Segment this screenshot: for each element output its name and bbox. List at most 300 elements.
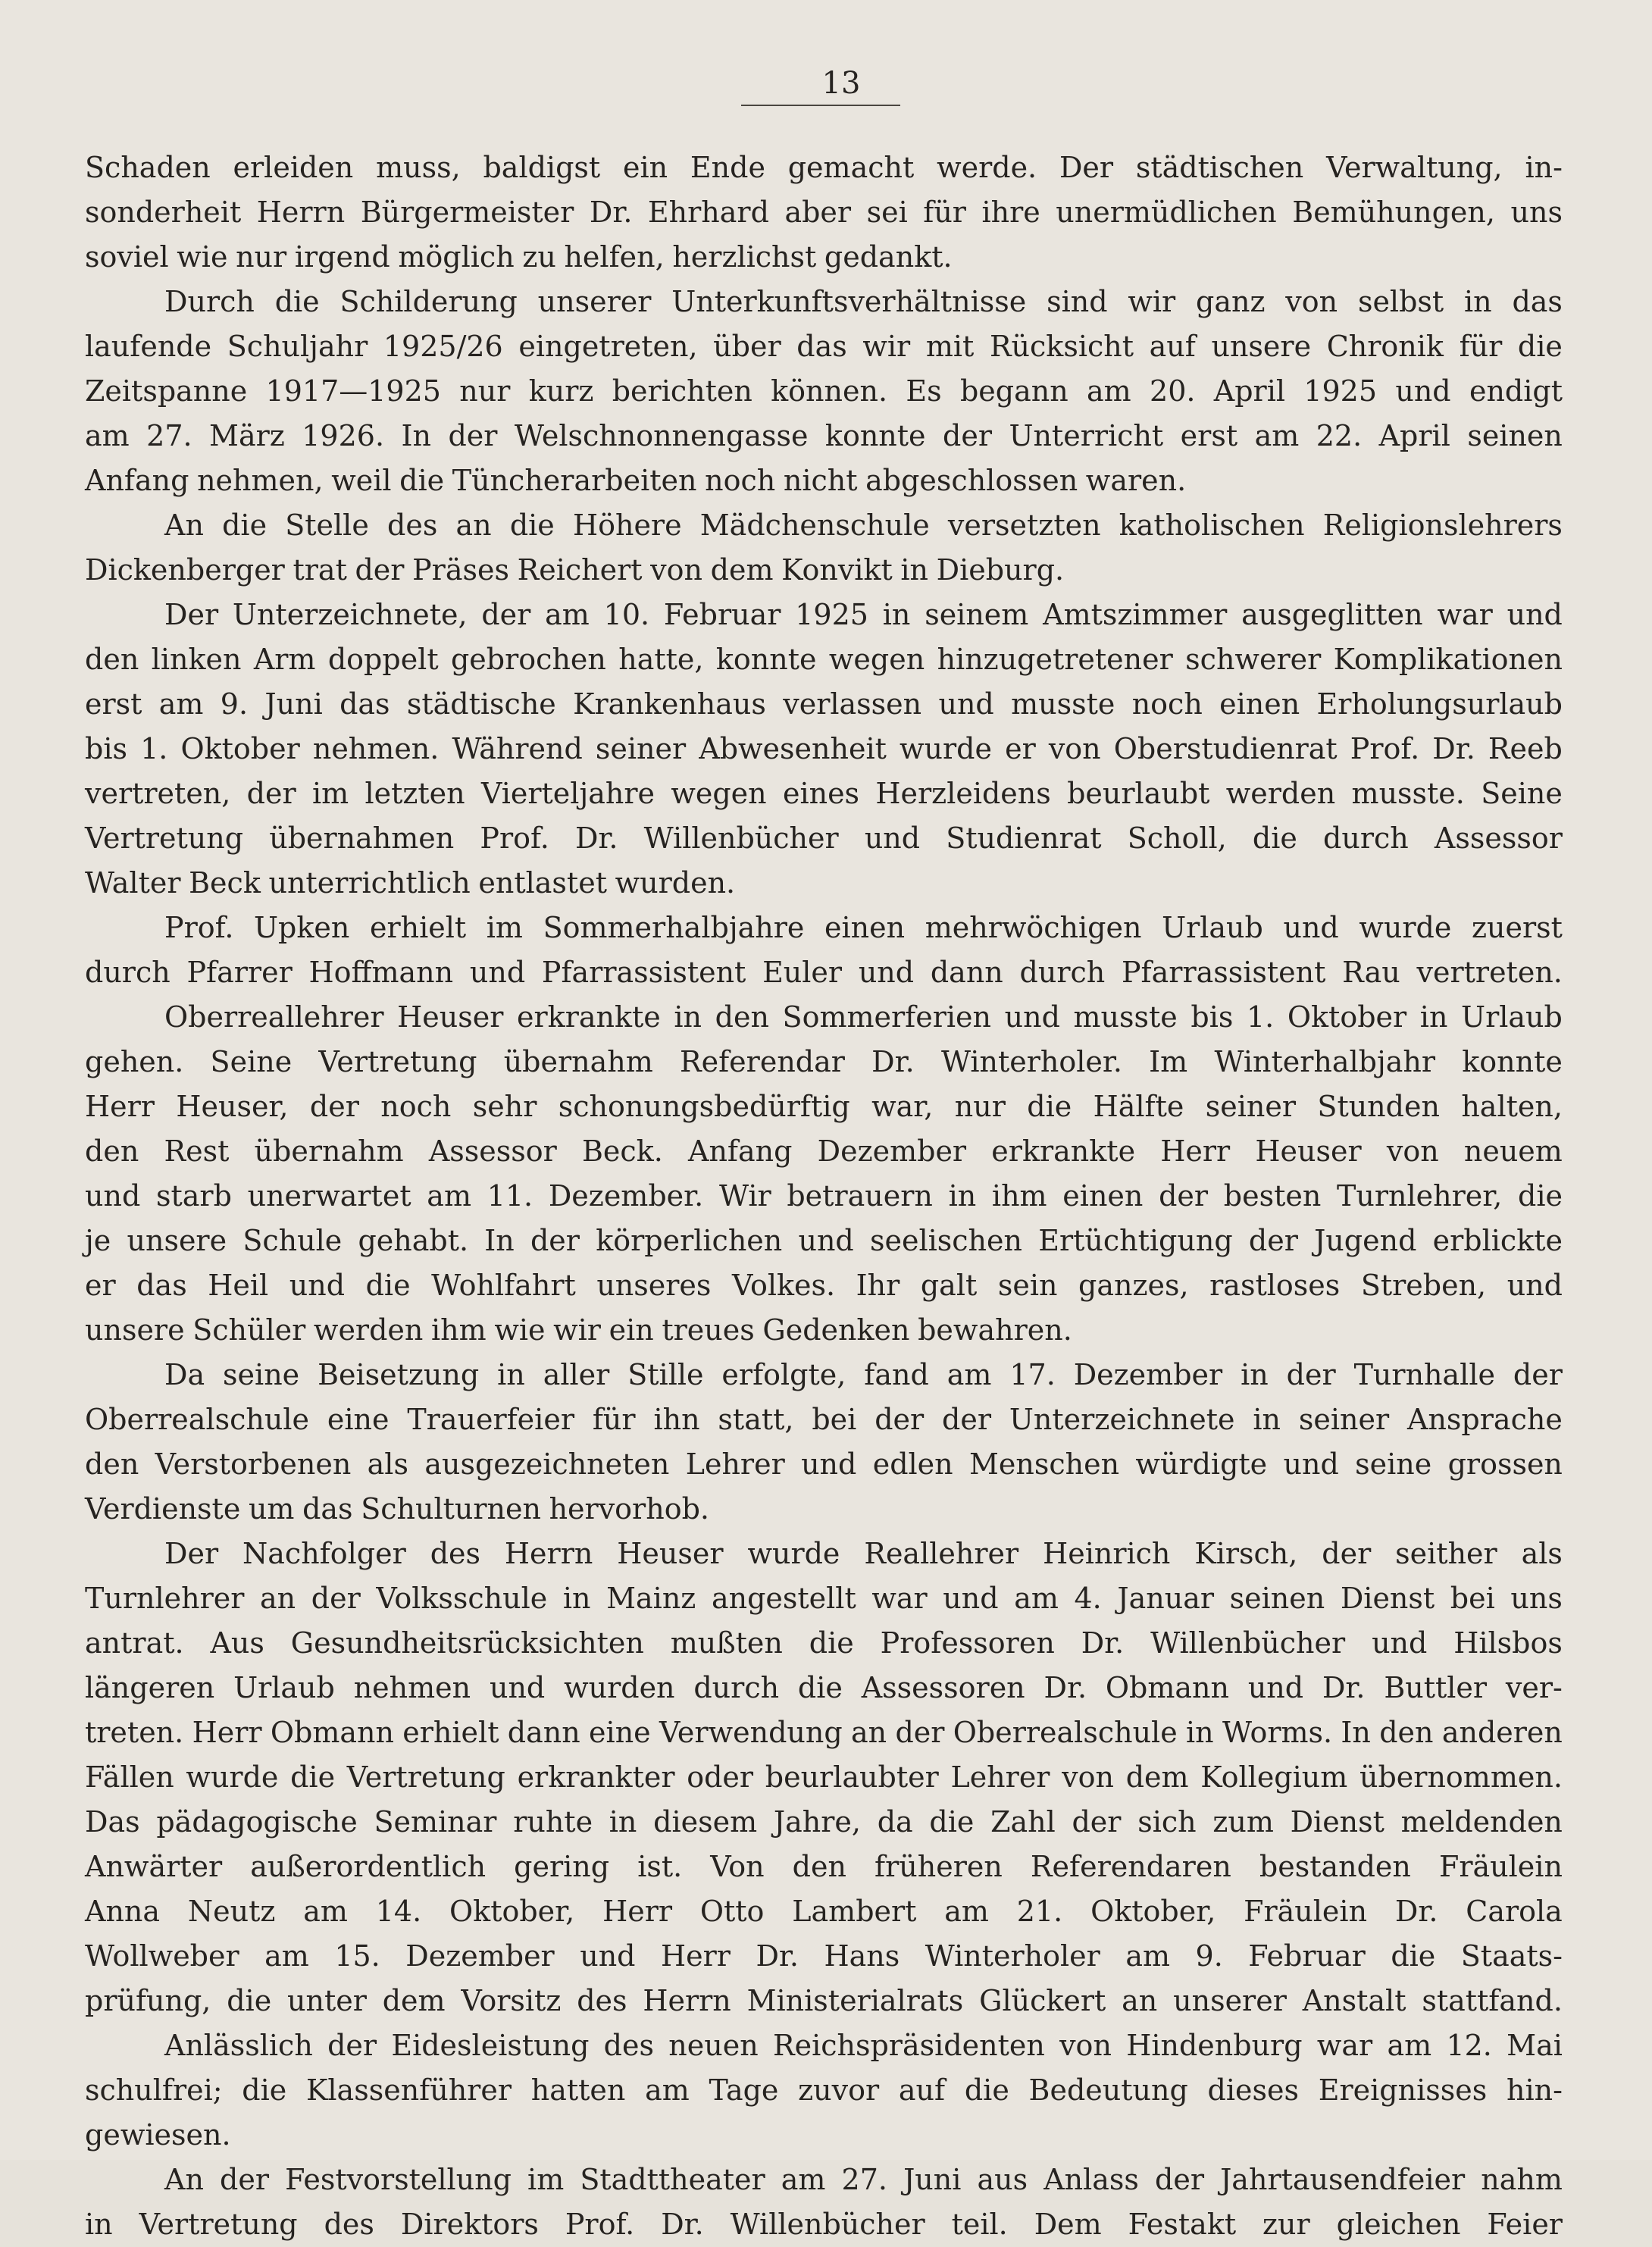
word: unermüdlichen xyxy=(1056,196,1277,229)
word: musste xyxy=(1011,687,1115,721)
word: Dr. xyxy=(661,2208,704,2241)
word: gering xyxy=(514,1850,610,1883)
word: Anlass xyxy=(1043,2163,1139,2196)
word: Glückert xyxy=(979,1984,1106,2017)
word: musste xyxy=(1073,1000,1178,1034)
word: die xyxy=(964,2073,1009,2107)
page-number-rule xyxy=(741,105,900,106)
word: Juni xyxy=(903,2163,962,2196)
text-line xyxy=(85,548,1563,593)
word: Unterricht xyxy=(1009,419,1164,452)
word: werden xyxy=(313,1313,424,1347)
word: Kollegium xyxy=(1200,1760,1348,1794)
word: nahm xyxy=(1481,2163,1563,2196)
word: Referendaren xyxy=(1030,1850,1231,1883)
word: Oktober, xyxy=(449,1895,575,1928)
word: und xyxy=(489,1671,546,1704)
text-line xyxy=(85,1800,1563,1845)
word: wir xyxy=(1128,285,1176,318)
word: Dickenberger xyxy=(85,553,285,587)
word: Lehrer xyxy=(685,1447,785,1481)
word: prüfung, xyxy=(85,1984,211,2017)
word: Vertretung xyxy=(139,2208,298,2241)
word: Winterholer. xyxy=(940,1045,1122,1078)
word: als xyxy=(1521,1537,1563,1570)
word: Dr. xyxy=(589,196,633,229)
word: sei xyxy=(866,196,908,229)
word: wurden. xyxy=(615,866,736,900)
word: 1925 xyxy=(795,598,868,631)
word: Lehrer xyxy=(950,1760,1050,1794)
word: gemacht xyxy=(787,151,915,184)
word: Wollweber xyxy=(85,1939,239,1973)
word: nur xyxy=(236,240,287,274)
word: für xyxy=(1459,330,1503,363)
word: antrat. xyxy=(85,1626,184,1660)
text-line xyxy=(85,1174,1563,1219)
word: Schulturnen xyxy=(361,1492,541,1526)
word: halten, xyxy=(1461,1090,1563,1123)
word: Euler xyxy=(762,956,843,989)
word: Neutz xyxy=(187,1895,276,1928)
word: im xyxy=(311,777,349,810)
word: Pfarrer xyxy=(186,956,293,989)
word: Zeitspanne xyxy=(85,374,248,408)
word: des xyxy=(603,2029,654,2062)
word: auf xyxy=(898,2073,946,2107)
word: Direktors xyxy=(400,2208,539,2241)
text-line xyxy=(85,1710,1563,1755)
word: Verwaltung, xyxy=(1326,151,1503,184)
word: in xyxy=(900,553,929,587)
word: nehmen. xyxy=(312,732,440,765)
word: je xyxy=(85,1224,111,1257)
word: Reallehrer xyxy=(864,1537,1019,1570)
word: in xyxy=(562,1582,591,1615)
word: Unterzeichnete, xyxy=(232,598,468,631)
text-line xyxy=(85,1084,1563,1129)
word: Ertüchtigung xyxy=(1038,1224,1233,1257)
text-line xyxy=(85,1934,1563,1979)
word: da xyxy=(877,1805,913,1839)
word: treues xyxy=(662,1313,755,1347)
text-line xyxy=(85,816,1563,861)
word: irgend xyxy=(294,240,390,274)
text-line xyxy=(85,1263,1563,1308)
word: Vertretung xyxy=(318,1045,477,1078)
word: Beisetzung xyxy=(318,1358,480,1391)
word: 22. xyxy=(1316,419,1363,452)
word: Der xyxy=(164,1537,219,1570)
word: ausgezeichneten xyxy=(424,1447,670,1481)
word: Der xyxy=(164,598,219,631)
word: würdigte xyxy=(1135,1447,1268,1481)
word: Stunden xyxy=(1317,1090,1440,1123)
word: hin- xyxy=(1506,2073,1563,2107)
word: eines xyxy=(782,777,860,810)
word: Januar xyxy=(1117,1582,1215,1615)
word: der xyxy=(942,1403,992,1436)
word: hervorhob. xyxy=(549,1492,709,1526)
word: dem xyxy=(1125,1760,1189,1794)
word: An xyxy=(164,2163,204,2196)
word: die xyxy=(1391,1939,1436,1973)
word: an xyxy=(1122,1984,1158,2017)
word: die xyxy=(1518,1179,1563,1213)
word: wegen xyxy=(828,643,925,676)
word: Seine xyxy=(1481,777,1563,810)
text-line xyxy=(85,861,1563,906)
word: Dienst xyxy=(1290,1805,1384,1839)
word: wurde xyxy=(900,732,992,765)
body-text xyxy=(85,146,1563,2247)
word: durch xyxy=(1323,822,1409,855)
word: Der xyxy=(1059,151,1114,184)
word: Assessoren xyxy=(861,1671,1025,1704)
word: Amtszimmer xyxy=(1043,598,1228,631)
word: Prof. xyxy=(565,2208,635,2241)
word: der xyxy=(874,1403,925,1436)
word: den xyxy=(715,1000,769,1034)
word: Herr xyxy=(85,1090,155,1123)
text-line xyxy=(85,1845,1563,1889)
text-line xyxy=(85,1979,1563,2023)
word: pädagogische xyxy=(156,1805,358,1839)
word: erst xyxy=(85,687,142,721)
word: am xyxy=(545,598,590,631)
word: Von xyxy=(710,1850,765,1883)
word: Wir xyxy=(718,1179,771,1213)
text-line xyxy=(85,235,1563,280)
word: erkrankte xyxy=(517,1000,661,1034)
word: gehabt. xyxy=(358,1224,469,1257)
word: Dr. xyxy=(1432,732,1475,765)
word: über xyxy=(713,330,781,363)
word: Verwendung xyxy=(659,1716,843,1749)
word: unsere xyxy=(127,1224,227,1257)
word: Komplikationen xyxy=(1333,643,1563,676)
word: am xyxy=(1254,419,1300,452)
word: die xyxy=(365,1269,411,1302)
word: Hoffmann xyxy=(308,956,454,989)
text-line xyxy=(85,637,1563,682)
word: Schilderung xyxy=(339,285,518,318)
word: bewahren. xyxy=(918,1313,1072,1347)
word: Sommerhalbjahre xyxy=(543,911,805,944)
word: wurde xyxy=(747,1537,840,1570)
word: Urlaub xyxy=(1461,1000,1563,1034)
word: einen xyxy=(824,911,906,944)
word: städtischen xyxy=(1135,151,1304,184)
word: und xyxy=(1247,1671,1304,1704)
text-line xyxy=(85,593,1563,637)
word: Eidesleistung xyxy=(391,2029,590,2062)
word: trat xyxy=(293,553,347,587)
word: Verstorbenen xyxy=(155,1447,352,1481)
word: Buttler xyxy=(1384,1671,1488,1704)
word: wir xyxy=(862,330,911,363)
word: und xyxy=(798,1224,854,1257)
text-line xyxy=(85,324,1563,369)
word: ganz xyxy=(1196,285,1266,318)
word: in xyxy=(85,2208,113,2241)
word: er xyxy=(1005,732,1036,765)
word: der xyxy=(355,553,405,587)
word: aber xyxy=(784,196,852,229)
word: Winterhalbjahr xyxy=(1214,1045,1436,1078)
word: erkrankter xyxy=(517,1760,675,1794)
word: Juni xyxy=(264,687,323,721)
word: am xyxy=(1387,2029,1432,2062)
word: und xyxy=(1283,911,1339,944)
word: konnte xyxy=(1462,1045,1563,1078)
word: stattfand. xyxy=(1422,1984,1563,2017)
word: konnte xyxy=(715,643,817,676)
word: an xyxy=(455,509,492,542)
word: übernahm xyxy=(503,1045,653,1078)
word: Willenbücher xyxy=(643,822,839,855)
word: erst xyxy=(1180,419,1238,452)
word: war, xyxy=(871,1090,934,1123)
word: für xyxy=(923,196,966,229)
word: Tage xyxy=(709,2073,779,2107)
word: von xyxy=(650,553,702,587)
word: gewiesen. xyxy=(85,2118,231,2152)
word: um xyxy=(248,1492,295,1526)
word: erhielt xyxy=(402,1716,499,1749)
word: Präses xyxy=(412,553,509,587)
word: bei xyxy=(812,1403,857,1436)
word: Seine xyxy=(210,1045,293,1078)
word: meldenden xyxy=(1400,1805,1563,1839)
word: früheren xyxy=(874,1850,1003,1883)
word: und xyxy=(580,1939,636,1973)
word: 9. xyxy=(1195,1939,1223,1973)
word: am xyxy=(85,419,130,452)
word: Willenbücher xyxy=(730,2208,925,2241)
word: verlassen xyxy=(783,687,922,721)
word: laufende xyxy=(85,330,212,363)
word: schulfrei; xyxy=(85,2073,223,2107)
word: die xyxy=(222,509,268,542)
word: nehmen, xyxy=(197,464,324,497)
word: und xyxy=(1283,1447,1339,1481)
word: wie xyxy=(494,1313,546,1347)
word: Dr. xyxy=(1394,1895,1438,1928)
word: seither xyxy=(1395,1537,1497,1570)
text-line xyxy=(85,771,1563,816)
word: Ihr xyxy=(856,1269,900,1302)
word: an xyxy=(260,1582,296,1615)
word: unserer xyxy=(537,285,652,318)
word: 10. xyxy=(603,598,650,631)
word: 20. xyxy=(1150,374,1196,408)
word: durch xyxy=(693,1671,780,1704)
word: Reeb xyxy=(1488,732,1563,765)
text-line xyxy=(85,1219,1563,1263)
word: seiner xyxy=(595,732,687,765)
word: für xyxy=(592,1403,636,1436)
word: Hans xyxy=(824,1939,900,1973)
word: Jahrtausendfeier xyxy=(1220,2163,1466,2196)
word: 1. xyxy=(140,732,168,765)
word: linken xyxy=(151,643,242,676)
word: unseres xyxy=(596,1269,712,1302)
word: Krankenhaus xyxy=(573,687,766,721)
word: angestellt xyxy=(711,1582,856,1615)
word: Bedeutung xyxy=(1028,2073,1188,2107)
word: und xyxy=(1507,1269,1563,1302)
word: 1925/26 xyxy=(383,330,503,363)
word: Menschen xyxy=(968,1447,1120,1481)
word: in xyxy=(1241,1358,1269,1391)
word: 1917—1925 xyxy=(265,374,441,408)
word: Ministerialrats xyxy=(746,1984,964,2017)
word: nur xyxy=(459,374,511,408)
word: in xyxy=(948,1179,977,1213)
text-line xyxy=(85,1755,1563,1800)
word: Anstalt xyxy=(1302,1984,1406,2017)
word: uns xyxy=(1510,1582,1563,1615)
word: in xyxy=(674,1000,702,1034)
word: die xyxy=(290,1760,336,1794)
word: unsere xyxy=(85,1313,185,1347)
text-line xyxy=(85,727,1563,771)
word: Hindenburg xyxy=(1126,2029,1303,2062)
text-line xyxy=(85,1889,1563,1934)
word: Nachfolger xyxy=(242,1537,406,1570)
word: in xyxy=(497,1358,525,1391)
word: Vertretung xyxy=(85,822,244,855)
word: Hilsbos xyxy=(1453,1626,1563,1660)
word: und xyxy=(1372,1626,1428,1660)
word: Pfarrassistent xyxy=(541,956,746,989)
text-line xyxy=(85,503,1563,548)
word: Stille xyxy=(627,1358,704,1391)
word: in xyxy=(882,598,911,631)
word: hatten xyxy=(530,2073,626,2107)
word: seinem xyxy=(925,598,1029,631)
word: versetzten xyxy=(947,509,1101,542)
word: Aus xyxy=(210,1626,264,1660)
word: seinen xyxy=(1229,1582,1325,1615)
word: von xyxy=(1386,1134,1439,1168)
text-line xyxy=(85,2202,1563,2247)
word: Urlaub xyxy=(1162,911,1263,944)
word: helfen, xyxy=(564,240,665,274)
word: Dr. xyxy=(756,1939,799,1973)
word: städtische xyxy=(406,687,556,721)
word: Herrn xyxy=(643,1984,731,2017)
word: wurden xyxy=(564,1671,675,1704)
word: starb xyxy=(155,1179,232,1213)
word: seiner xyxy=(1298,1403,1390,1436)
word: soviel xyxy=(85,240,169,274)
word: 27. xyxy=(146,419,192,452)
word: und xyxy=(469,956,526,989)
word: durch xyxy=(85,956,171,989)
word: Volkes. xyxy=(731,1269,836,1302)
word: Vierteljahre xyxy=(480,777,655,810)
word: zum xyxy=(1212,1805,1274,1839)
word: und xyxy=(858,956,915,989)
word: gleichen xyxy=(1336,2208,1461,2241)
word: Heil xyxy=(208,1269,269,1302)
word: waren. xyxy=(1085,464,1187,497)
word: übernahm xyxy=(254,1134,404,1168)
word: berichten xyxy=(612,374,752,408)
text-line xyxy=(85,1621,1563,1666)
word: Dem xyxy=(1034,2208,1102,2241)
word: und xyxy=(943,1582,999,1615)
word: Ereignisses xyxy=(1318,2073,1488,2107)
word: von xyxy=(1062,1760,1114,1794)
word: der xyxy=(943,419,992,452)
word: und xyxy=(1395,374,1451,408)
word: In xyxy=(401,419,431,452)
word: Heinrich xyxy=(1043,1537,1171,1570)
word: Herr xyxy=(602,1895,673,1928)
word: Worms. xyxy=(1222,1716,1333,1749)
word: sein xyxy=(997,1269,1058,1302)
word: die xyxy=(399,464,445,497)
word: zuerst xyxy=(1471,911,1563,944)
text-line xyxy=(85,190,1563,235)
text-line xyxy=(85,1576,1563,1621)
word: der xyxy=(1248,1224,1298,1257)
word: Schüler xyxy=(192,1313,306,1347)
text-line xyxy=(85,369,1563,414)
word: musste. xyxy=(1351,777,1465,810)
word: in xyxy=(1419,1000,1448,1034)
text-line xyxy=(85,280,1563,324)
word: außerordentlich xyxy=(250,1850,487,1883)
word: des xyxy=(430,1537,481,1570)
word: der xyxy=(1513,1358,1563,1391)
word: der xyxy=(246,777,296,810)
word: eine xyxy=(589,1716,651,1749)
word: Volksschule xyxy=(376,1582,548,1615)
word: endigt xyxy=(1469,374,1563,408)
text-line xyxy=(85,1442,1563,1487)
word: wurde xyxy=(1359,911,1452,944)
word: Anfang xyxy=(688,1134,793,1168)
word: seine xyxy=(223,1358,300,1391)
word: Welschnonnengasse xyxy=(514,419,809,452)
word: die xyxy=(227,1984,272,2017)
word: 1926. xyxy=(302,419,385,452)
word: die xyxy=(242,2073,287,2107)
word: Februar xyxy=(1248,1939,1366,1973)
word: nehmen xyxy=(353,1671,471,1704)
text-line xyxy=(85,2158,1563,2202)
word: als xyxy=(367,1447,408,1481)
word: neuem xyxy=(1463,1134,1563,1168)
word: 11. xyxy=(487,1179,533,1213)
word: Dr. xyxy=(871,1045,915,1078)
word: Upken xyxy=(254,911,350,944)
word: Rest xyxy=(164,1134,230,1168)
word: Im xyxy=(1149,1045,1188,1078)
word: längeren xyxy=(85,1671,215,1704)
word: Beck. xyxy=(582,1134,663,1168)
word: edlen xyxy=(872,1447,953,1481)
word: erleiden xyxy=(233,151,354,184)
word: zur xyxy=(1262,2208,1310,2241)
word: Erholungsurlaub xyxy=(1316,687,1563,721)
word: das xyxy=(136,1269,187,1302)
word: unterrichtlich xyxy=(268,866,471,900)
